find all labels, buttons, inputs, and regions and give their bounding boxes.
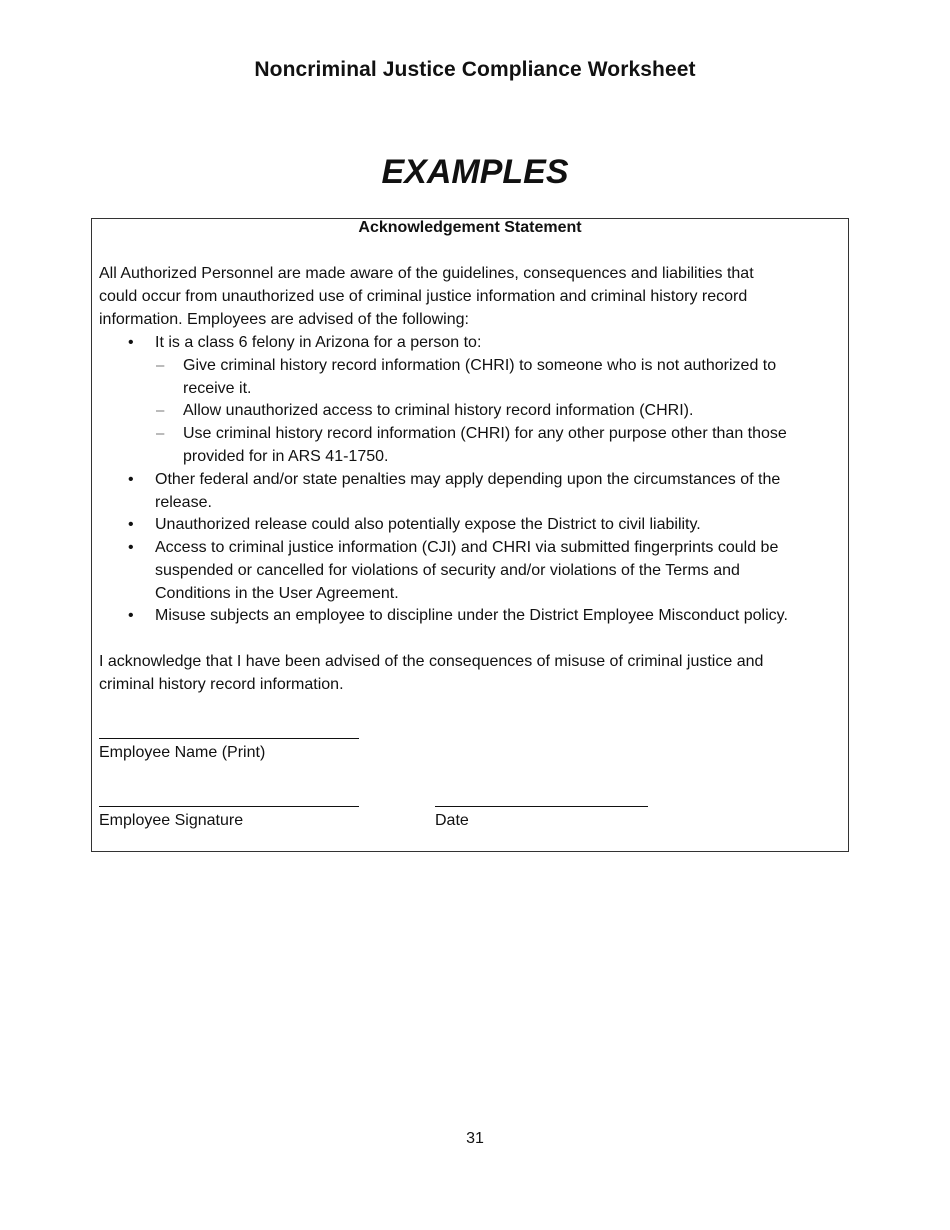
intro-line: information. Employees are advised of the following: [99, 311, 469, 328]
sub-item-allow-access: Allow unauthorized access to criminal history record information (CHRI). [183, 402, 694, 419]
employee-signature-field[interactable] [99, 806, 359, 807]
bullet-item-misuse-discipline: Misuse subjects an employee to discipline under the District Employee Misconduct policy. [155, 607, 788, 624]
acknowledgement-line: criminal history record information. [99, 676, 344, 693]
bullet-icon: • [128, 539, 134, 556]
bullet-icon: • [128, 607, 134, 624]
bullet-item-civil-liability: Unauthorized release could also potentially expose the District to civil liability. [155, 516, 701, 533]
sub-item-use-chri-cont: provided for in ARS 41-1750. [183, 448, 389, 465]
page-number: 31 [466, 1130, 484, 1147]
employee-name-label: Employee Name (Print) [99, 744, 266, 761]
statement-heading: Acknowledgement Statement [358, 219, 582, 236]
sub-item-give-chri-cont: receive it. [183, 380, 252, 397]
dash-icon: – [156, 402, 165, 419]
bullet-item-penalties: Other federal and/or state penalties may apply depending upon the circumstances of the [155, 471, 781, 488]
bullet-item-penalties-cont: release. [155, 494, 212, 511]
bullet-icon: • [128, 471, 134, 488]
document-title: Noncriminal Justice Compliance Worksheet [254, 58, 696, 81]
acknowledgement-line: I acknowledge that I have been advised of the consequences of misuse of criminal justice and [99, 653, 764, 670]
bullet-item-access-suspended-cont: suspended or cancelled for violations of security and/or violations of the Terms and [155, 562, 740, 579]
bullet-item-access-suspended: Access to criminal justice information (CJI) and CHRI via submitted fingerprints could be [155, 539, 779, 556]
date-field[interactable] [435, 806, 648, 807]
sub-item-use-chri: Use criminal history record information (CHRI) for any other purpose other than those [183, 425, 787, 442]
intro-line: could occur from unauthorized use of criminal justice information and criminal history record [99, 288, 748, 305]
bullet-icon: • [128, 516, 134, 533]
bullet-item-felony: It is a class 6 felony in Arizona for a person to: [155, 334, 482, 351]
intro-line: All Authorized Personnel are made aware of the guidelines, consequences and liabilities that [99, 265, 754, 282]
dash-icon: – [156, 425, 165, 442]
employee-name-field[interactable] [99, 738, 359, 739]
employee-signature-label: Employee Signature [99, 812, 244, 829]
sub-item-give-chri: Give criminal history record information (CHRI) to someone who is not authorized to [183, 357, 777, 374]
dash-icon: – [156, 357, 165, 374]
bullet-item-access-suspended-cont: Conditions in the User Agreement. [155, 585, 399, 602]
date-label: Date [435, 812, 469, 829]
examples-heading: EXAMPLES [381, 153, 569, 191]
bullet-icon: • [128, 334, 134, 351]
